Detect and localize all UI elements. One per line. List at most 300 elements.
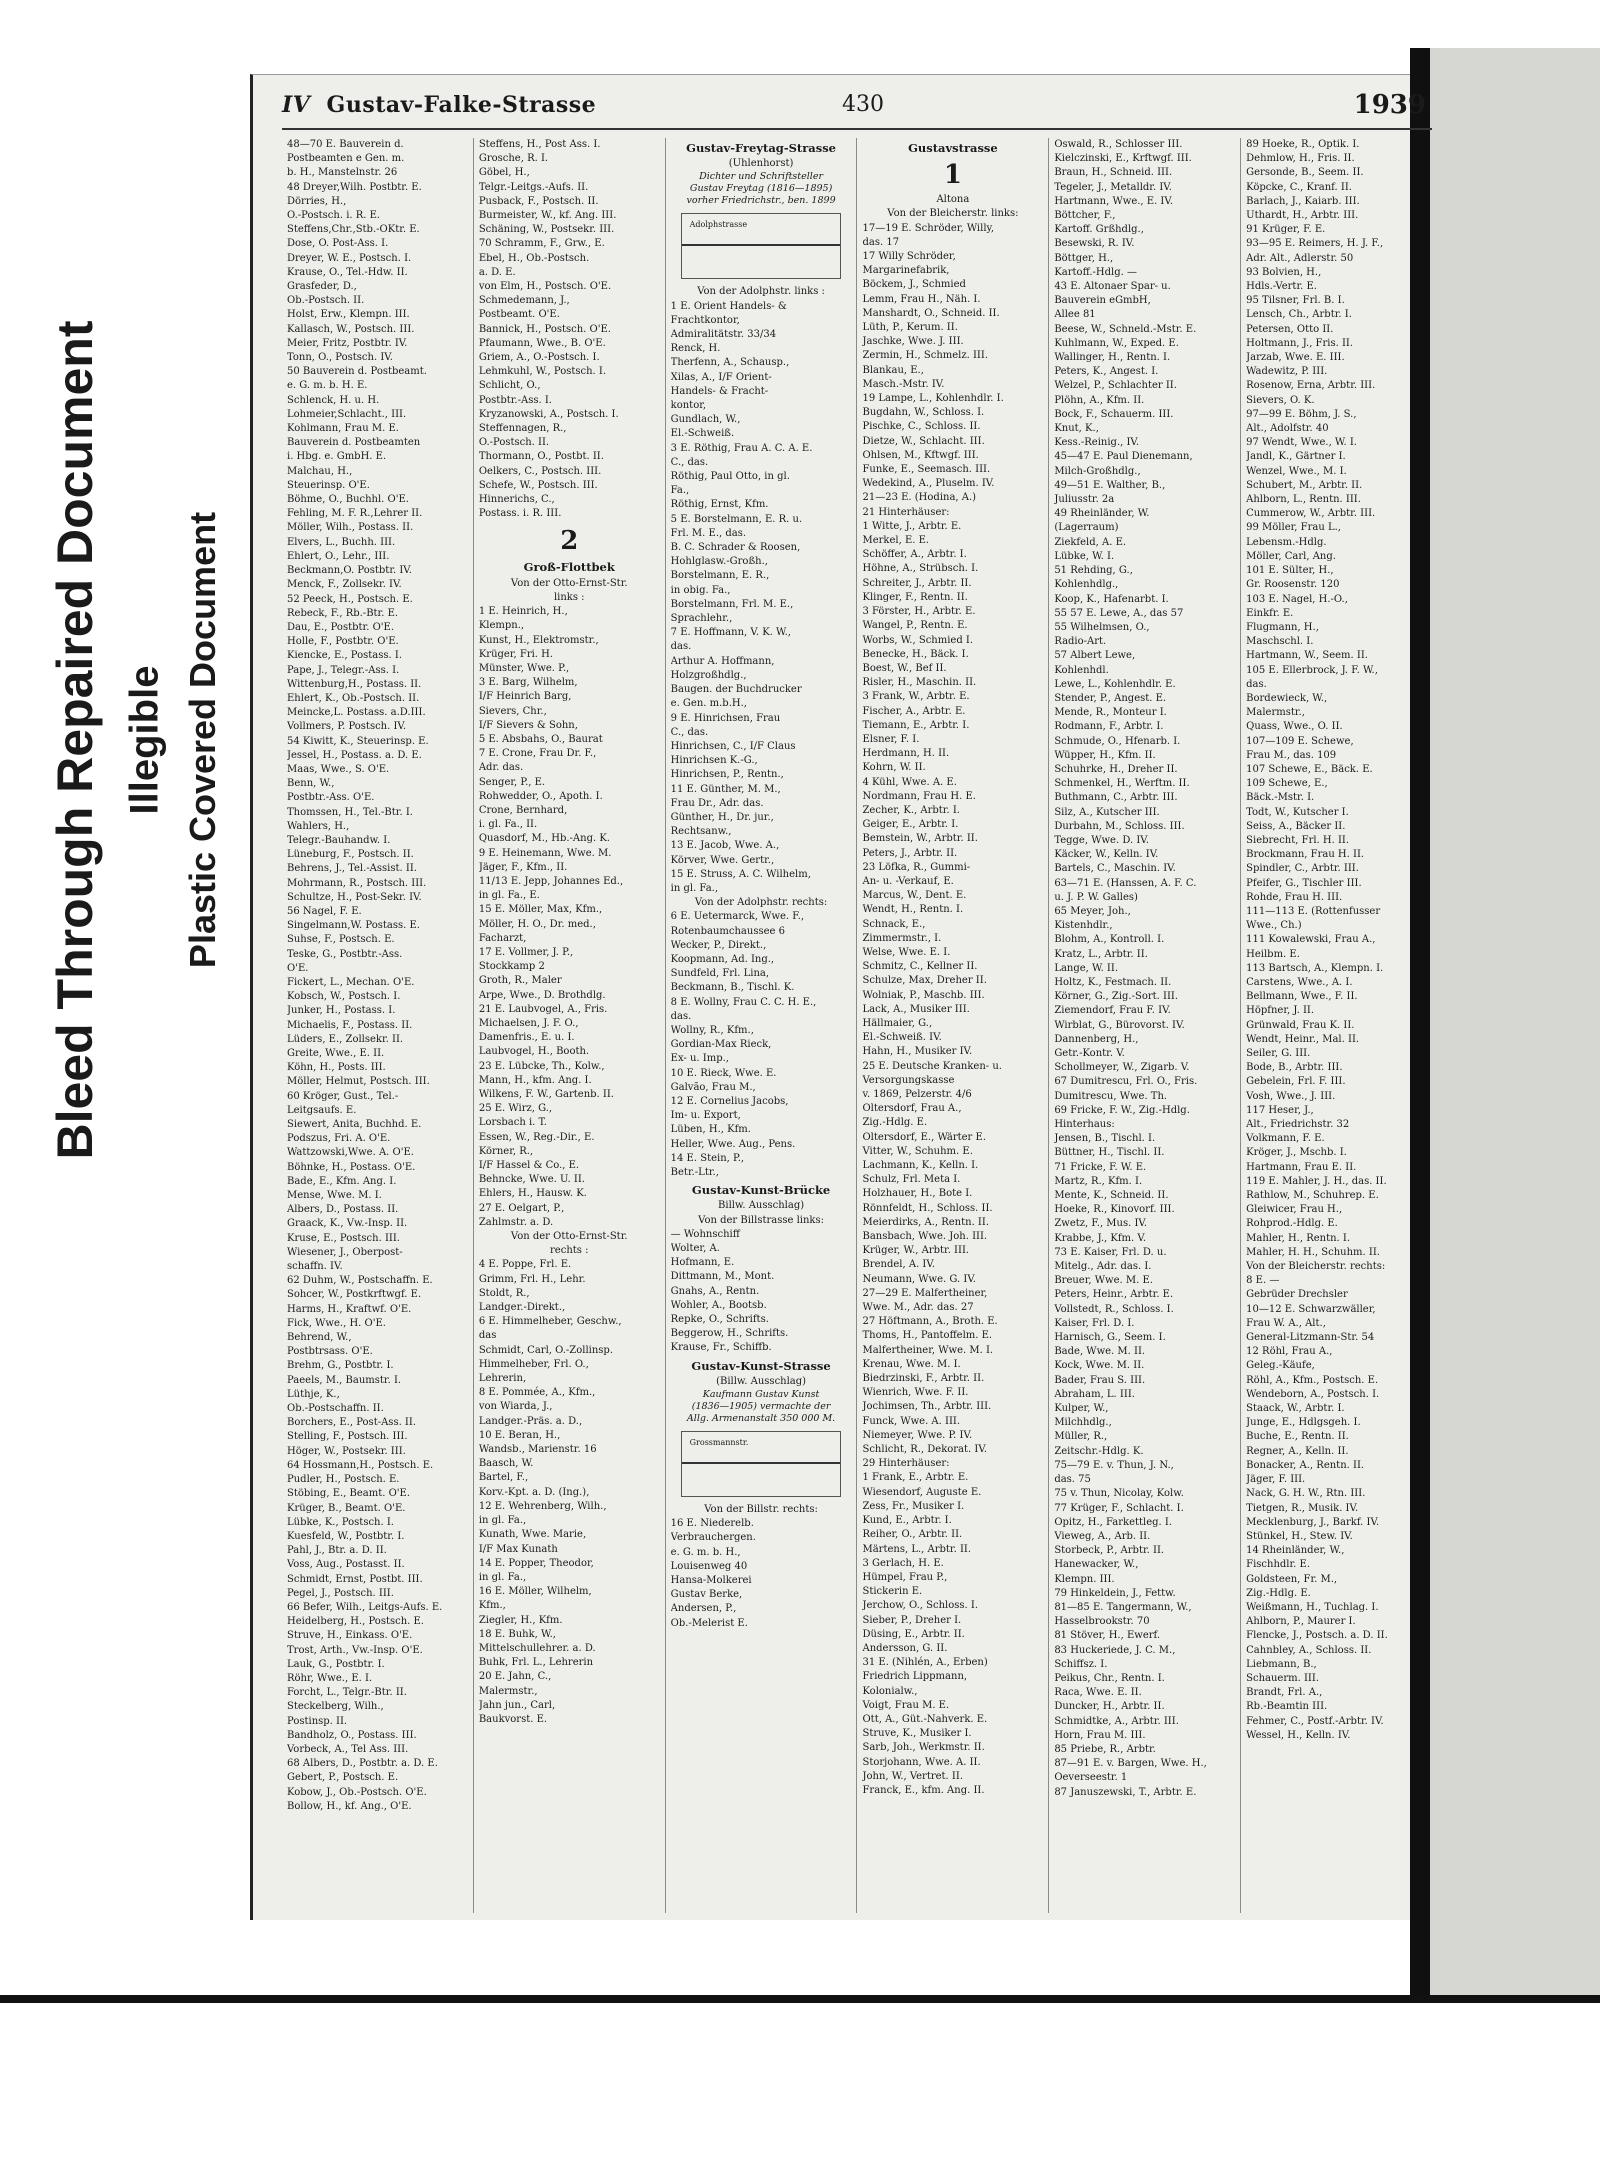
directory-entry: Betr.-Ltr., [670, 1167, 719, 1178]
directory-entry: Damenfris., E. u. I. [478, 1032, 575, 1044]
directory-entry: Himmelheber, Frl. O., [478, 1358, 589, 1370]
directory-entry: Von der Bleicherstr. rechts: [1246, 1261, 1386, 1273]
directory-entry: Körver, Wwe. Gertr., [670, 854, 775, 866]
section-number: 1 [943, 160, 962, 191]
directory-entry: Albers, D., Postass. II. [287, 1204, 399, 1216]
directory-entry: 52 Peeck, H., Postsch. E. [287, 593, 413, 605]
directory-entry: Wirblat, G., Bürovorst. IV. [1054, 1019, 1185, 1031]
directory-entry: Wolter, A. [670, 1243, 720, 1255]
directory-entry: Hohlglasw.-Großh., [670, 556, 768, 568]
section-subheading: Von der Otto-Ernst-Str. [510, 577, 628, 589]
directory-entry: Suhse, F., Postsch. E. [287, 934, 395, 946]
directory-entry: v. 1869, Pelzerstr. 4/6 [862, 1089, 972, 1100]
directory-entry: Schlenck, H. u. H. [287, 394, 380, 406]
directory-entry: 95 Tilsner, Frl. B. I. [1246, 295, 1345, 307]
directory-entry: Fickert, L., Mechan. O'E. [287, 976, 415, 988]
directory-entry: Bauverein d. Postbeamten [287, 437, 421, 449]
directory-entry: Junge, E., Hdlgsgeh. I. [1246, 1417, 1361, 1429]
directory-entry: Heilbm. E. [1246, 948, 1300, 960]
directory-entry: Behrend, W., [287, 1332, 352, 1344]
directory-entry: i. gl. Fa., II. [478, 819, 538, 831]
section-number: 2 [560, 526, 579, 557]
directory-entry: Kfm., [478, 1600, 506, 1612]
directory-entry: Getr.-Kontr. V. [1054, 1048, 1125, 1059]
directory-entry: Mittelschullehrer. a. D. [478, 1642, 596, 1654]
directory-entry: Kallasch, W., Postsch. III. [287, 323, 415, 335]
directory-entry: Rathlow, M., Schuhrep. E. [1246, 1190, 1379, 1202]
directory-entry: Postinsp. II. [287, 1715, 348, 1727]
directory-entry: Schubert, M., Arbtr. II. [1246, 479, 1363, 491]
directory-entry: Niemeyer, Wwe. P. IV. [862, 1429, 973, 1441]
directory-entry: O.-Postsch. i. R. E. [287, 210, 381, 222]
directory-entry: Heller, Wwe. Aug., Pens. [670, 1138, 796, 1150]
directory-column-1 [282, 138, 474, 1913]
directory-entry: Malermstr., [478, 1685, 538, 1697]
directory-entry: 81 Stöver, H., Ewerf. [1054, 1630, 1161, 1642]
section-subheading: Von der Bleicherstr. links: [887, 208, 1019, 220]
directory-entry: 3 E. Barg, Wilhelm, [478, 677, 578, 689]
directory-entry: Admiralitätstr. 33/34 [670, 329, 777, 341]
directory-entry: Vorbeck, A., Tel Ass. III. [287, 1743, 409, 1755]
directory-entry: 15 E. Struss, A. C. Wilhelm, [670, 868, 811, 880]
directory-entry: Dau, E., Postbtr. O'E. [287, 621, 394, 633]
directory-entry: Gersonde, B., Seem. II. [1246, 167, 1364, 179]
label-plastic-covered: Plastic Covered Document [182, 511, 223, 969]
directory-entry: Wilkens, F. W., Gartenb. II. [478, 1089, 614, 1100]
directory-entry: 27—29 E. Malfertheiner, [862, 1287, 988, 1299]
directory-entry: das. [1246, 678, 1267, 690]
directory-entry: 7 E. Crone, Frau Dr. F., [478, 748, 597, 760]
directory-entry: Kiencke, E., Postass. I. [287, 650, 403, 662]
map-label: Adolphstrasse [689, 220, 748, 230]
directory-entry: Baugen. der Buchdrucker [670, 684, 802, 696]
directory-entry: Facharzt, [478, 932, 527, 944]
directory-entry: Sieber, P., Dreher I. [862, 1614, 962, 1626]
directory-entry: Böttger, H., [1054, 252, 1114, 264]
directory-entry: 67 Dumitrescu, Frl. O., Fris. [1054, 1076, 1198, 1088]
directory-entry: Ehlert, O., Lehr., III. [287, 550, 390, 562]
directory-entry: Lebensm.-Hdlg. [1246, 536, 1327, 548]
directory-entry: Holzgroßhdlg., [670, 669, 747, 681]
directory-entry: Rohprod.-Hdlg. E. [1246, 1218, 1338, 1230]
street-name-note: (1836—1905) vermachte der [691, 1401, 831, 1413]
directory-entry: Wallinger, H., Rentn. I. [1054, 352, 1171, 364]
directory-entry: Stockkamp 2 [478, 961, 545, 973]
directory-entry: Klempn., [478, 620, 525, 632]
directory-entry: 45—47 E. Paul Dienemann, [1054, 451, 1193, 463]
directory-entry: Zig.-Hdlg. E. [1246, 1587, 1311, 1599]
directory-entry: Ex- u. Imp., [670, 1053, 729, 1065]
directory-entry: Böttcher, F., [1054, 210, 1116, 222]
directory-entry: Trost, Arth., Vw.-Insp. O'E. [287, 1644, 423, 1656]
directory-entry: 50 Bauverein d. Postbeamt. [287, 366, 427, 378]
directory-entry: Bansbach, Wwe. Joh. III. [862, 1231, 988, 1243]
directory-entry: Bode, B., Arbtr. III. [1246, 1062, 1343, 1074]
directory-entry: Bemstein, W., Arbtr. II. [862, 833, 978, 845]
directory-entry: Dittmann, M., Mont. [670, 1271, 775, 1283]
directory-entry: Pfeifer, G., Tischler III. [1246, 877, 1362, 889]
directory-entry: Bader, Frau S. III. [1054, 1374, 1146, 1386]
directory-entry: Knut, K., [1054, 423, 1099, 435]
directory-entry: Pfaumann, Wwe., B. O'E. [478, 337, 606, 349]
directory-entry: Postass. i. R. III. [478, 508, 562, 520]
directory-entry: Zig.-Hdlg. E. [862, 1117, 928, 1129]
directory-entry: 9 E. Hinrichsen, Frau [670, 712, 781, 724]
directory-entry: Storjohann, Wwe. A. II. [862, 1756, 981, 1768]
directory-entry: Schultze, H., Post-Sekr. IV. [287, 891, 422, 903]
directory-entry: in obig. Fa., [670, 584, 731, 596]
directory-entry: Steffens,Chr.,Stb.-OKtr. E. [287, 224, 420, 236]
directory-entry: Stünkel, H., Stew. IV. [1246, 1530, 1353, 1542]
label-bleed-through: Bleed Through [47, 806, 103, 1160]
directory-entry: 25 E. Deutsche Kranken- u. [862, 1060, 1002, 1072]
directory-entry: kontor, [670, 400, 707, 412]
directory-entry: 111—113 E. (Rottenfusser [1246, 905, 1381, 917]
directory-entry: Biedrzinski, F., Arbtr. II. [862, 1373, 985, 1385]
directory-entry: Kunst, H., Elektromstr., [478, 634, 599, 646]
directory-entry: Thormann, O., Postbt. II. [478, 451, 604, 463]
directory-entry: 107—109 E. Schewe, [1246, 735, 1354, 747]
directory-entry: Möller, H. O., Dr. med., [478, 918, 596, 930]
directory-entry: Höpfner, J. II. [1246, 1005, 1315, 1017]
directory-entry: Arthur A. Hoffmann, [670, 655, 775, 667]
directory-entry: 7 E. Hoffmann, V. K. W., [670, 627, 791, 639]
directory-entry: Schlicht, O., [478, 380, 541, 392]
directory-entry: Postbtr.-Ass. O'E. [287, 792, 375, 804]
directory-entry: 6 E. Himmelheber, Geschw., [478, 1316, 622, 1328]
directory-entry: El.-Schweiß. IV. [862, 1032, 942, 1044]
directory-entry: Seiler, G. III. [1246, 1048, 1311, 1059]
directory-entry: Milch-Großhdlg., [1054, 465, 1141, 477]
directory-entry: Rotenbaumchaussee 6 [670, 925, 785, 937]
directory-entry: Holtz, K., Festmach. II. [1054, 976, 1172, 988]
directory-entry: Lehmkuhl, W., Postsch. I. [478, 366, 607, 378]
directory-entry: Essen, W., Reg.-Dir., E. [478, 1131, 595, 1143]
directory-entry: Böhnke, H., Postass. O'E. [287, 1161, 416, 1173]
directory-entry: Voss, Aug., Postasst. II. [287, 1559, 405, 1571]
directory-entry: 23 Löfka, R., Gummi- [862, 861, 971, 873]
directory-entry: Klinger, F., Rentn. II. [862, 591, 968, 603]
directory-entry: Kunath, Wwe. Marie, [478, 1529, 587, 1541]
directory-entry: Postbeamten e Gen. m. [287, 153, 405, 165]
directory-entry: Flencke, J., Postsch. a. D. II. [1246, 1630, 1388, 1642]
directory-entry: Jerchow, O., Schloss. I. [862, 1600, 978, 1612]
directory-entry: Kaiser, Frl. D. I. [1054, 1317, 1135, 1329]
directory-entry: Heidelberg, H., Postsch. E. [287, 1616, 424, 1628]
condition-labels [40, 240, 230, 1240]
directory-column-3 [666, 138, 858, 1913]
directory-entry: Rb.-Beamtin III. [1246, 1701, 1328, 1713]
directory-entry: Jandl, K., Gärtner I. [1246, 451, 1346, 463]
directory-entry: 69 Fricke, F. W., Zig.-Hdlg. [1054, 1104, 1190, 1116]
directory-entry: Schnack, E., [862, 918, 926, 930]
section-subheading: (Billw. Ausschlag) [716, 1375, 807, 1387]
directory-entry: 93—95 E. Reimers, H. J. F., [1246, 238, 1384, 250]
directory-entry: Ob.-Melerist E. [670, 1617, 748, 1629]
directory-entry: Worbs, W., Schmied I. [862, 634, 974, 646]
directory-entry: Jensen, B., Tischl. I. [1054, 1133, 1156, 1145]
directory-entry: Mecklenburg, J., Barkf. IV. [1246, 1516, 1380, 1528]
directory-entry: Peikus, Chr., Rentn. I. [1054, 1672, 1165, 1684]
map-street-line [682, 244, 841, 246]
directory-entry: Dehmlow, H., Fris. II. [1246, 153, 1355, 165]
directory-entry: Kartoff.-Hdlg. — [1054, 266, 1137, 278]
directory-entry: Buthmann, C., Arbtr. III. [1054, 792, 1178, 804]
directory-entry: I/F Max Kunath [478, 1543, 558, 1555]
directory-entry: John, W., Vertret. II. [862, 1770, 963, 1782]
directory-entry: Hinrichsen, C., I/F Claus [670, 740, 796, 752]
directory-entry: — Wohnschiff [670, 1228, 740, 1240]
directory-entry: O'E. [287, 962, 309, 974]
directory-entry: Holtmann, J., Fris. II. [1246, 337, 1354, 349]
directory-entry: Margarinefabrik, [862, 265, 950, 277]
directory-entry: 85 Priebe, R., Arbtr. [1054, 1743, 1156, 1755]
directory-entry: Herdmann, H. II. [862, 748, 950, 760]
directory-entry: 99 Möller, Frau L., [1246, 522, 1341, 534]
directory-entry: Wandsb., Marienstr. 16 [478, 1444, 597, 1456]
directory-entry: Kuhlmann, W., Exped. E. [1054, 337, 1179, 349]
directory-entry: Mahler, H., Rentn. I. [1246, 1232, 1351, 1244]
directory-entry: Möller, Wilh., Postass. II. [287, 522, 414, 534]
directory-entry: 73 E. Kaiser, Frl. D. u. [1054, 1246, 1167, 1258]
directory-entry: Malfertheiner, Wwe. M. I. [862, 1344, 994, 1356]
directory-entry: Graack, K., Vw.-Insp. II. [287, 1218, 408, 1230]
directory-entry: 4 E. Poppe, Frl. E. [478, 1259, 572, 1271]
directory-entry: 12 E. Cornelius Jacobs, [670, 1095, 789, 1107]
directory-entry: Kratz, L., Arbtr. II. [1054, 948, 1148, 960]
directory-entry: Todt, W., Kutscher I. [1246, 806, 1349, 818]
directory-entry: Gebelein, Frl. F. III. [1246, 1076, 1346, 1088]
scan-edge-strip [1430, 48, 1600, 2003]
directory-entry: Wendeborn, A., Postsch. I. [1246, 1388, 1380, 1400]
directory-entry: Rohwedder, O., Apoth. I. [478, 790, 603, 802]
label-plastic-block [168, 240, 238, 1240]
directory-entry: Buhk, Frl. L., Lehrerin [478, 1657, 594, 1669]
directory-entry: Lewe, L., Kohlenhdlr. E. [1054, 678, 1176, 690]
directory-entry: Brockmann, Frau H. II. [1246, 849, 1365, 861]
directory-entry: C., das. [670, 726, 709, 738]
directory-entry: Harnisch, G., Seem. I. [1054, 1332, 1166, 1344]
directory-entry: Lohmeier,Schlacht., III. [287, 408, 407, 420]
directory-entry: Vosh, Wwe., J. III. [1246, 1090, 1336, 1102]
directory-entry: Holle, F., Postbtr. O'E. [287, 636, 399, 648]
directory-entry: Wadewitz, P. III. [1246, 366, 1328, 378]
directory-entry: 63—71 E. (Hanssen, A. F. C. [1054, 877, 1197, 889]
directory-entry: Hinterhaus: [1054, 1119, 1115, 1131]
directory-entry: Sohcer, W., Postkrftwgf. E. [287, 1289, 422, 1301]
directory-entry: Michaelsen, J. F. O., [478, 1017, 579, 1029]
directory-entry: 21 Hinterhäuser: [862, 506, 950, 518]
directory-entry: Plöhn, A., Kfm. II. [1054, 394, 1145, 406]
directory-entry: Landger.-Direkt., [478, 1302, 566, 1314]
directory-entry: Lensch, Ch., Arbtr. I. [1246, 309, 1352, 321]
directory-entry: Blohm, A., Kontroll. I. [1054, 934, 1165, 946]
street-sketch-map [681, 213, 842, 279]
directory-entry: Bellmann, Wwe., F. II. [1246, 991, 1358, 1003]
directory-entry: Wienrich, Wwe. F. II. [862, 1387, 969, 1399]
directory-entry: Schiffsz. I. [1054, 1658, 1108, 1670]
directory-entry: Kolonialw., [862, 1685, 918, 1697]
directory-entry: Duncker, H., Arbtr. II. [1054, 1701, 1165, 1713]
directory-entry: Kröger, J., Mschb. I. [1246, 1147, 1347, 1159]
directory-entry: Wecker, P., Direkt., [670, 939, 767, 951]
directory-entry: 71 Fricke, F. W. E. [1054, 1161, 1147, 1173]
directory-entry: Juliusstr. 2a [1054, 494, 1115, 506]
directory-entry: Märtens, L., Arbtr. II. [862, 1543, 972, 1555]
directory-entry: 17—19 E. Schröder, Willy, [862, 222, 995, 234]
directory-entry: Meier, Fritz, Postbtr. IV. [287, 337, 408, 349]
directory-entry: Möller, Carl, Ang. [1246, 550, 1336, 562]
directory-columns [282, 138, 1432, 1913]
directory-entry: Münster, Wwe. P., [478, 662, 570, 674]
directory-entry: 49—51 E. Walther, B., [1054, 479, 1166, 491]
directory-entry: Ahlborn, L., Rentn. III. [1246, 494, 1361, 506]
directory-entry: Seiss, A., Bäcker II. [1246, 820, 1346, 832]
directory-entry: Postbeamt. O'E. [478, 309, 560, 321]
directory-entry: Barlach, J., Kaiarb. III. [1246, 195, 1360, 207]
directory-entry: Singelmann,W. Postass. E. [287, 920, 420, 932]
directory-entry: Körner, R., [478, 1145, 534, 1157]
directory-entry: Brehm, G., Postbtr. I. [287, 1360, 394, 1372]
directory-entry: Ob.-Postschaffn. II. [287, 1403, 384, 1415]
directory-entry: Malchau, H., [287, 465, 353, 477]
directory-entry: Ziekfeld, A. E. [1054, 536, 1127, 548]
directory-entry: 93 Bolvien, H., [1246, 266, 1322, 278]
page-header [282, 92, 1432, 128]
directory-entry: Louisenweg 40 [670, 1560, 748, 1572]
directory-entry: Peters, K., Angest. I. [1054, 366, 1159, 378]
directory-entry: Blankau, E., [862, 364, 924, 376]
directory-entry: b. H., Manstelnstr. 26 [287, 167, 398, 179]
directory-entry: 75—79 E. v. Thun, J. N., [1054, 1459, 1174, 1471]
directory-entry: Quasdorf, M., Hb.-Ang. K. [478, 833, 610, 845]
directory-entry: Weißmann, H., Tuchlag. I. [1246, 1601, 1379, 1613]
directory-entry: 8 E. Pommée, A., Kfm., [478, 1387, 596, 1399]
directory-entry: Gnahs, A., Rentn. [670, 1285, 760, 1297]
directory-entry: 11/13 E. Jepp, Johannes Ed., [478, 875, 624, 887]
directory-entry: Wwe. M., Adr. das. 27 [862, 1302, 974, 1314]
directory-entry: 97—99 E. Böhm, J. S., [1246, 408, 1357, 420]
directory-entry: General-Litzmann-Str. 54 [1246, 1332, 1375, 1344]
directory-entry: Fa., [670, 485, 690, 497]
directory-entry: Baasch, W. [478, 1458, 534, 1470]
directory-entry: 14 E. Stein, P., [670, 1152, 745, 1164]
directory-entry: Meierdirks, A., Rentn. II. [862, 1216, 990, 1228]
directory-entry: Fehling, M. F. R.,Lehrer II. [287, 508, 423, 520]
directory-entry: Meincke,L. Postass. a.D.III. [287, 707, 426, 719]
directory-entry: Alt., Friedrichstr. 32 [1246, 1119, 1350, 1131]
directory-entry: Wessel, H., Kelln. IV. [1246, 1729, 1351, 1741]
directory-entry: Bauverein eGmbH, [1054, 295, 1151, 307]
directory-entry: Wendt, H., Rentn. I. [862, 904, 964, 916]
directory-entry: Pahl, J., Btr. a. D. II. [287, 1545, 387, 1557]
directory-entry: Jarzab, Wwe. E. III. [1246, 352, 1345, 364]
directory-entry: Horn, Frau M. III. [1054, 1729, 1146, 1741]
directory-entry: Andersson, G. II. [862, 1642, 948, 1654]
directory-entry: Marcus, W., Dent. E. [862, 890, 967, 902]
directory-entry: 49 Rheinländer, W. [1054, 508, 1150, 520]
directory-entry: Mann, H., kfm. Ang. I. [478, 1074, 592, 1086]
directory-entry: 23 E. Lübcke, Th., Kolw., [478, 1060, 605, 1072]
directory-entry: Schmude, O., Hfenarb. I. [1054, 735, 1181, 747]
directory-entry: Böhme, O., Buchhl. O'E. [287, 494, 409, 506]
directory-entry: Elvers, L., Buchh. III. [287, 536, 396, 548]
directory-entry: Krenau, Wwe. M. I. [862, 1358, 961, 1370]
directory-entry: Geleg.-Käufe, [1246, 1360, 1315, 1372]
directory-entry: Fischer, A., Arbtr. E. [862, 705, 966, 717]
directory-entry: Zimmermstr., I. [862, 932, 942, 944]
directory-entry: Rechtsanw., [670, 826, 732, 838]
directory-entry: Funck, Wwe. A. III. [862, 1415, 961, 1427]
directory-entry: Fischhdlr. E. [1246, 1559, 1311, 1571]
directory-entry: 3 Frank, W., Arbtr. E. [862, 691, 970, 703]
directory-entry: e. Gen. m.b.H., [670, 698, 747, 710]
directory-entry: Spindler, C., Arbtr. III. [1246, 863, 1359, 875]
directory-entry: 57 Albert Lewe, [1054, 650, 1136, 662]
directory-entry: Xilas, A., I/F Orient- [670, 371, 772, 383]
section-subheading: Von der Otto-Ernst-Str. [510, 1231, 628, 1243]
directory-entry: Stoldt, R., [478, 1287, 530, 1299]
directory-entry: Jäger, F. III. [1246, 1474, 1306, 1486]
directory-entry: Fick, Wwe., H. O'E. [287, 1317, 386, 1329]
directory-entry: Podszus, Fri. A. O'E. [287, 1133, 391, 1145]
directory-entry: Mitelg., Adr. das. I. [1054, 1261, 1152, 1273]
directory-entry: Laubvogel, H., Booth. [478, 1046, 590, 1058]
header-rule [282, 128, 1432, 130]
directory-entry: Höhne, A., Strübsch. I. [862, 563, 979, 575]
directory-entry: Wiesener, J., Oberpost- [287, 1246, 403, 1258]
directory-entry: 5 E. Borstelmann, E. R. u. [670, 513, 803, 525]
directory-entry: Müller, R., [1054, 1431, 1108, 1443]
directory-entry: Göbel, H., [478, 167, 530, 179]
directory-entry: Reiher, O., Arbtr. II. [862, 1529, 963, 1541]
directory-entry: Steffens, H., Post Ass. I. [478, 139, 601, 150]
directory-entry: Dreyer, W. E., Postsch. I. [287, 252, 412, 264]
directory-entry: Bock, F., Schauerm. III. [1054, 408, 1174, 420]
directory-entry: Steuerinsp. O'E. [287, 479, 370, 491]
directory-entry: 101 E. Sülter, H., [1246, 565, 1334, 577]
directory-entry: Grosche, R. I. [478, 153, 549, 165]
directory-entry: Röthig, Paul Otto, in gl. [670, 471, 790, 483]
directory-entry: (Lagerraum) [1054, 522, 1119, 534]
directory-entry: Lübke, K., Postsch. I. [287, 1516, 394, 1528]
directory-entry: Schöffer, A., Arbtr. I. [862, 549, 967, 561]
directory-entry: Kund, E., Arbtr. I. [862, 1515, 952, 1527]
directory-entry: 109 Schewe, E., [1246, 778, 1328, 790]
directory-entry: 48—70 E. Bauverein d. [287, 139, 404, 150]
directory-entry: I/F Heinrich Barg, [478, 691, 572, 703]
directory-entry: Peters, Heinr., Arbtr. E. [1054, 1289, 1174, 1301]
directory-entry: Korv.-Kpt. a. D. (Ing.), [478, 1486, 590, 1498]
directory-entry: Tonn, O., Postsch. IV. [287, 352, 393, 364]
directory-entry: Köhn, H., Posts. III. [287, 1062, 386, 1074]
directory-entry: Jessel, H., Postass. a. D. E. [287, 749, 422, 761]
directory-entry: Wiesendorf, Auguste E. [862, 1486, 982, 1498]
directory-entry: Ohlsen, M., Kftwgf. III. [862, 449, 979, 461]
directory-entry: Düsing, E., Arbtr. II. [862, 1628, 965, 1640]
directory-entry: Wahlers, H., [287, 820, 350, 832]
directory-entry: Therfenn, A., Schausp., [670, 357, 790, 369]
directory-entry: Dose, O. Post-Ass. I. [287, 238, 389, 250]
directory-entry: Maas, Wwe., S. O'E. [287, 763, 390, 775]
directory-entry: Greite, Wwe., E. II. [287, 1048, 385, 1059]
label-illegible: Illegible [122, 665, 167, 815]
directory-entry: Wohler, A., Bootsb. [670, 1299, 767, 1311]
directory-entry: 60 Kröger, Gust., Tel.- [287, 1090, 399, 1102]
directory-entry: Steffennagen, R., [478, 423, 567, 435]
directory-entry: e. G. m. b. H. E. [287, 380, 368, 392]
directory-entry: das. 75 [1054, 1474, 1091, 1486]
